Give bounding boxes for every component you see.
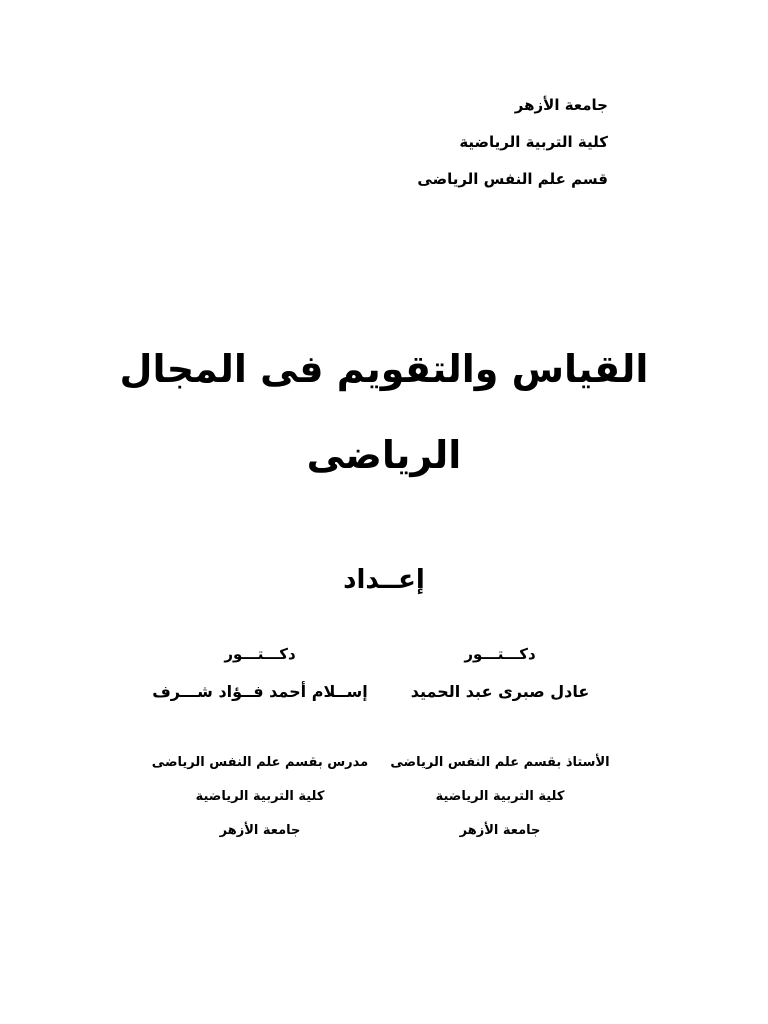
- author-1-affiliation: [380, 752, 620, 854]
- author-2: [140, 640, 380, 706]
- book-title-line-2: الرياضى: [306, 433, 462, 477]
- book-title-line-1: القياس والتقويم فى المجال: [119, 347, 649, 391]
- author-2-faculty: كلية التربية الرياضية: [195, 789, 325, 804]
- author-1-name: عادل صبرى عبد الحميد: [410, 682, 590, 701]
- department-name: قسم علم النفس الرياضى: [417, 170, 608, 188]
- university-name: جامعة الأزهر: [514, 96, 608, 114]
- author-1-title: دكـــتـــور: [464, 645, 536, 663]
- author-1-university: جامعة الأزهر: [459, 823, 541, 838]
- prepared-by-label: إعــداد: [343, 565, 425, 595]
- faculty-name: كلية التربية الرياضية: [459, 133, 608, 151]
- author-2-title: دكـــتـــور: [224, 645, 296, 663]
- author-2-position: مدرس بقسم علم النفس الرياضى: [151, 755, 369, 770]
- author-1-faculty: كلية التربية الرياضية: [435, 789, 565, 804]
- institution-header: [417, 92, 608, 203]
- author-2-affiliation: [140, 752, 380, 854]
- book-title: [0, 336, 768, 508]
- author-2-name: إســلام أحمد فــؤاد شـــرف: [152, 682, 368, 701]
- author-1: [380, 640, 620, 706]
- author-2-university: جامعة الأزهر: [219, 823, 301, 838]
- author-1-position: الأستاذ بقسم علم النفس الرياضى: [390, 755, 610, 770]
